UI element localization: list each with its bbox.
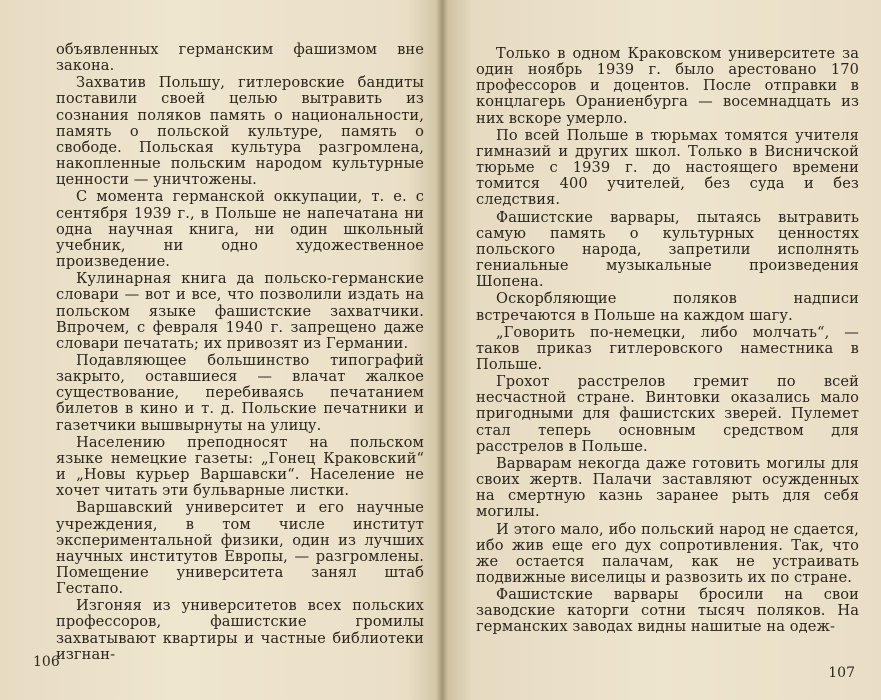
paragraph: Подавляющее большинство типографий закрыто, оставшиеся — влачат жалкое существование, перебиваясь печатанием билетов в кино и т. д. Польские печатники и газетчики вышвырнуты на улицу. <box>56 351 424 434</box>
paragraph: Кулинарная книга да польско-германские словари — вот и все, что позволили издать на польском языке фашистские захватчики. Впрочем, с февраля 1940 г. запрещено даже словари печатать; их привозят из Германии. <box>56 270 424 352</box>
page-number: 106 <box>33 654 60 670</box>
paragraph: Изгоняя из университетов всех польских профессоров, фашистские громилы захватывают квартиры и частные библиотеки изгнан- <box>56 597 424 663</box>
paragraph: И этого мало, ибо польский народ не сдается, ибо жив еще его дух сопротивления. Так, что же остается палачам, как не устраивать подвижные виселицы и развозить их по стране. <box>476 520 859 586</box>
paragraph: „Говорить по-немецки, либо молчать“, — таков приказ гитлеровского наместника в Польше. <box>476 323 859 373</box>
left-page-text <box>56 42 424 663</box>
paragraph: Фашистские варвары, пытаясь вытравить самую память о культурных ценностях польского народа, запретили исполнять гениальные музыкальные произведения Шопена. <box>476 208 859 291</box>
paragraph: Населению преподносят на польском языке немецкие газеты: „Гонец Краковский“ и „Новы курьер Варшавски“. Население не хочет читать эти бульварные листки. <box>56 433 424 500</box>
paragraph: Варварам некогда даже готовить могилы для своих жертв. Палачи заставляют осужденных на смертную казнь заранее рыть для себя могилы. <box>476 454 859 521</box>
paragraph: Варшавский университет и его научные учреждения, в том числе институт экспериментальной физики, один из лучших научных институтов Европы, — разгромлены. Помещение университета занял штаб Гестапо. <box>56 499 424 598</box>
paragraph: Грохот расстрелов гремит по всей несчастной стране. Винтовки оказались мало пригодными для фашистских зверей. Пулемет стал теперь основным средством для расстрелов в Польше. <box>476 373 859 455</box>
paragraph: объявленных германским фашизмом вне закона. <box>56 41 424 75</box>
paragraph: Захватив Польшу, гитлеровские бандиты поставили своей целью вытравить из сознания поляков память о национальности, память о польской культуре, память о свободе. Польская культура разгромлена, накопленные польским народом культурные ценности — уничтожены. <box>56 74 424 189</box>
paragraph: Оскорбляющие поляков надписи встречаются в Польше на каждом шагу. <box>476 290 859 324</box>
right-page <box>442 0 881 700</box>
page-number: 107 <box>828 665 855 681</box>
paragraph: По всей Польше в тюрьмах томятся учителя гимназий и других школ. Только в Висничской тюрьме с 1939 г. до настоящего времени томится 400 учителей, без суда и без следствия. <box>476 126 859 209</box>
right-page-text <box>476 46 859 636</box>
paragraph: Только в одном Краковском университете за один ноябрь 1939 г. было арестовано 170 профессоров и доцентов. После отправки в концлагерь Ораниенбурга — восемнадцать из них вскоре умерло. <box>476 45 859 127</box>
paragraph: С момента германской оккупации, т. е. с сентября 1939 г., в Польше не напечатана ни одна научная книга, ни один школьный учебник, ни одно художественное произведение. <box>56 188 424 271</box>
paragraph: Фашистские варвары бросили на свои заводские каторги сотни тысяч поляков. На германских заводах видны нашитые на одеж- <box>476 586 859 636</box>
